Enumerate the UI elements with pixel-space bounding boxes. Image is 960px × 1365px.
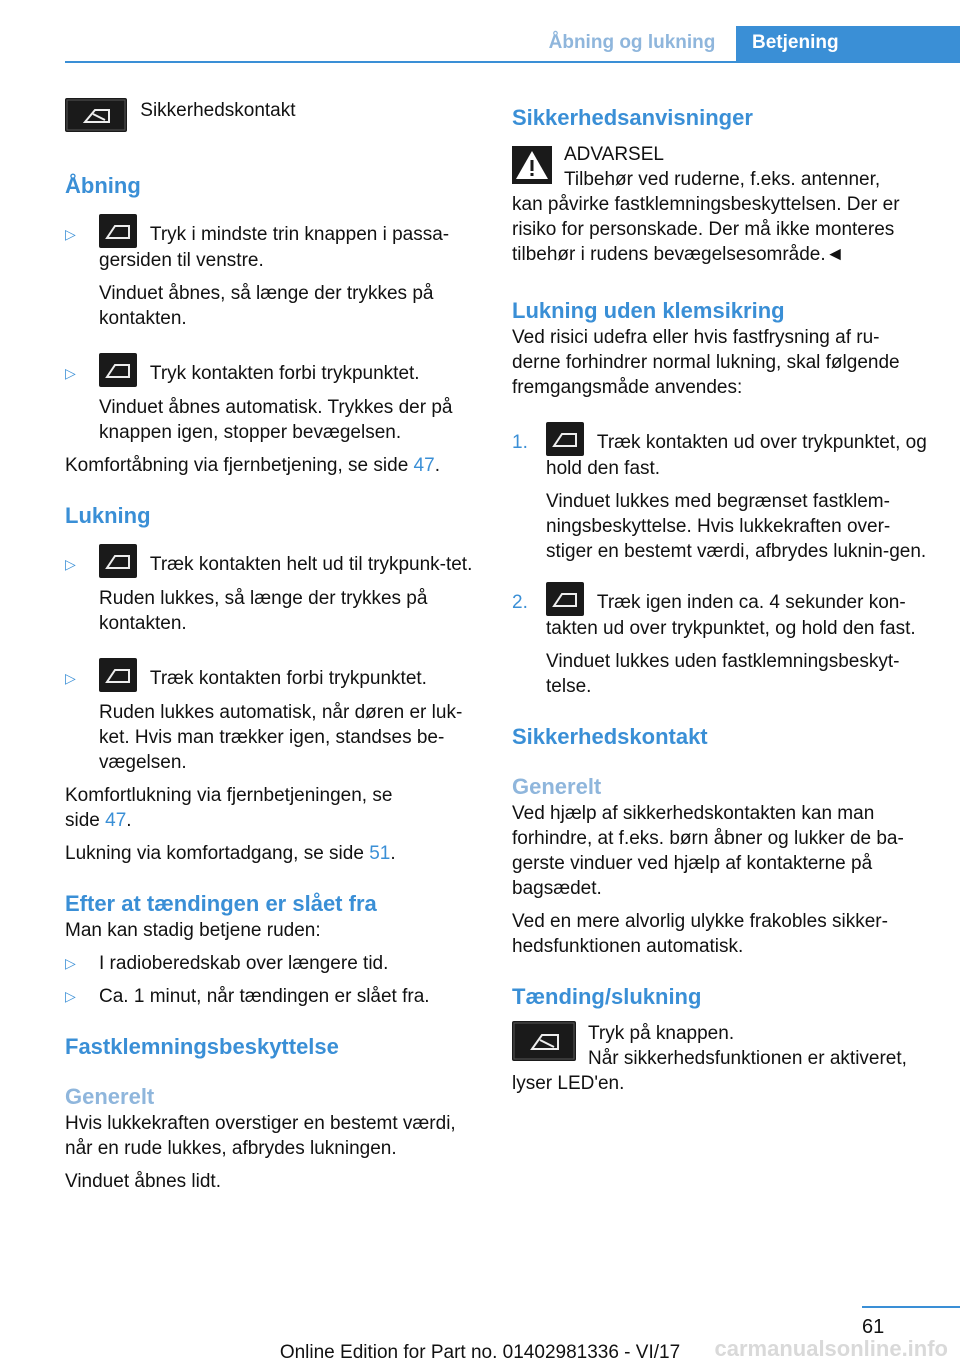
right-column bbox=[512, 104, 927, 1096]
heading-opening: Åbning bbox=[65, 173, 141, 198]
closing-step-1 bbox=[65, 544, 480, 636]
edition-note: Online Edition for Part no. 01402981336 - VI/17 bbox=[279, 1342, 681, 1363]
page-link-51[interactable]: 51 bbox=[369, 843, 391, 864]
subheading-general: Generelt bbox=[65, 1084, 155, 1109]
safety-switch-text-2: Ved en mere alvorlig ulykke frakobles sikker-hedsfunktionen automatisk. bbox=[512, 911, 888, 957]
ignition-line-3: lyser LED'en. bbox=[512, 1073, 625, 1094]
opening-step-1 bbox=[65, 214, 480, 331]
warning-box bbox=[512, 142, 927, 267]
closing-step-2 bbox=[65, 658, 480, 775]
no-pinch-step-1-result: Vinduet lukkes med begrænset fastklem-ningsbeskyttelse. Hvis lukkekraften over-stiger en bestemt værdi, afbrydes luknin-gen. bbox=[546, 491, 927, 562]
window-switch-icon bbox=[546, 582, 584, 616]
opening-step-2 bbox=[65, 353, 480, 445]
window-lock-switch-icon bbox=[512, 1021, 576, 1061]
comfort-closing-line-1: Komfortlukning via fjernbetjeningen, se bbox=[65, 785, 393, 806]
closing-step-2-result: Ruden lukkes automatisk, når døren er luk-ket. Hvis man trækker igen, standses be-vægelsen. bbox=[99, 702, 463, 773]
heading-closing: Lukning bbox=[65, 503, 151, 528]
window-switch-icon bbox=[99, 544, 137, 578]
opening-step-1-result: Vinduet åbnes, så længe der trykkes på kontakten. bbox=[99, 283, 434, 329]
heading-after-ignition: Efter at tændingen er slået fra bbox=[65, 891, 377, 916]
bullet-arrow-icon: ▷ bbox=[65, 365, 76, 381]
no-pinch-step-2 bbox=[512, 582, 927, 699]
footer-rule bbox=[862, 1306, 960, 1308]
step-number: 1. bbox=[512, 432, 528, 453]
safety-switch-legend bbox=[65, 98, 480, 150]
heading-safety-notes: Sikkerhedsanvisninger bbox=[512, 105, 753, 130]
comfort-closing-line-2: side 47. bbox=[65, 810, 132, 831]
no-pinch-step-2-text: Træk igen inden ca. 4 sekunder kon-takten ud over trykpunktet, og hold den fast. bbox=[546, 592, 916, 639]
safety-switch-text-1: Ved hjælp af sikkerhedskontakten kan man forhindre, at f.eks. børn åbner og lukker de ba-gerste vinduer ved hjælp af kontakterne på bagsædet. bbox=[512, 803, 904, 899]
page-link-47[interactable]: 47 bbox=[413, 455, 435, 476]
bullet-arrow-icon: ▷ bbox=[65, 955, 76, 971]
step-number: 2. bbox=[512, 592, 528, 613]
heading-ignition: Tænding/slukning bbox=[512, 984, 702, 1009]
bullet-arrow-icon: ▷ bbox=[65, 226, 76, 242]
window-switch-icon bbox=[99, 658, 137, 692]
warning-line-1: Tilbehør ved ruderne, f.eks. antenner, bbox=[564, 169, 881, 190]
header-section-title: Åbning og lukning bbox=[548, 32, 716, 53]
subheading-general: Generelt bbox=[512, 774, 602, 799]
page-link-47[interactable]: 47 bbox=[105, 810, 127, 831]
warning-triangle-icon bbox=[512, 146, 552, 191]
heading-pinch-protection: Fastklemningsbeskyttelse bbox=[65, 1034, 339, 1059]
heading-no-pinch-closing: Lukning uden klemsikring bbox=[512, 298, 785, 323]
ignition-line-1: Tryk på knappen. bbox=[588, 1023, 735, 1044]
closing-step-1-result: Ruden lukkes, så længe der trykkes på kontakten. bbox=[99, 588, 428, 634]
opening-step-1-text: Tryk i mindste trin knappen i passa-gersiden til venstre. bbox=[99, 224, 450, 271]
left-column bbox=[65, 98, 480, 1194]
warning-label: ADVARSEL bbox=[564, 144, 664, 165]
comfort-access-text: Lukning via komfortadgang, se side 51. bbox=[65, 843, 396, 864]
ignition-line-2: Når sikkerhedsfunktionen er aktiveret, bbox=[588, 1048, 907, 1069]
after-ignition-item-1: ▷ I radioberedskab over længere tid. bbox=[65, 953, 389, 974]
no-pinch-step-1 bbox=[512, 422, 927, 564]
safety-switch-label: Sikkerhedskontakt bbox=[140, 100, 296, 121]
comfort-opening-text: Komfortåbning via fjernbetjening, se side 47. bbox=[65, 455, 440, 476]
warning-text: kan påvirke fastklemningsbeskyttelsen. Der er risiko for personskade. Der må ikke monteres tilbehør i rudens bevægelsesområde.◄ bbox=[512, 194, 900, 265]
opening-step-2-text: Tryk kontakten forbi trykpunktet. bbox=[145, 363, 420, 384]
header-chapter-tab: Betjening bbox=[736, 26, 960, 62]
pinch-text-1: Hvis lukkekraften overstiger en bestemt værdi, når en rude lukkes, afbrydes lukningen. bbox=[65, 1113, 456, 1159]
opening-step-2-result: Vinduet åbnes automatisk. Trykkes der på knappen igen, stopper bevægelsen. bbox=[99, 397, 453, 443]
after-ignition-intro: Man kan stadig betjene ruden: bbox=[65, 920, 321, 941]
window-lock-switch-icon bbox=[65, 98, 127, 132]
no-pinch-step-1-text: Træk kontakten ud over trykpunktet, og hold den fast. bbox=[546, 432, 927, 479]
page-number: 61 bbox=[862, 1316, 885, 1338]
window-switch-icon bbox=[99, 214, 137, 248]
header-rule bbox=[65, 61, 960, 63]
bullet-arrow-icon: ▷ bbox=[65, 988, 76, 1004]
closing-step-2-text: Træk kontakten forbi trykpunktet. bbox=[145, 668, 427, 689]
heading-safety-switch: Sikkerhedskontakt bbox=[512, 724, 708, 749]
pinch-text-2: Vinduet åbnes lidt. bbox=[65, 1171, 221, 1192]
no-pinch-step-2-result: Vinduet lukkes uden fastklemningsbeskyt-telse. bbox=[546, 651, 900, 697]
window-switch-icon bbox=[546, 422, 584, 456]
after-ignition-item-2: ▷ Ca. 1 minut, når tændingen er slået fra. bbox=[65, 986, 430, 1007]
no-pinch-intro: Ved risici udefra eller hvis fastfrysning af ru-derne forhindrer normal lukning, skal følgende fremgangsmåde anvendes: bbox=[512, 327, 900, 398]
ignition-block bbox=[512, 1021, 927, 1096]
bullet-arrow-icon: ▷ bbox=[65, 670, 76, 686]
bullet-arrow-icon: ▷ bbox=[65, 556, 76, 572]
closing-step-1-text: Træk kontakten helt ud til trykpunk-tet. bbox=[145, 554, 473, 575]
watermark: carmanualsonline.info bbox=[714, 1336, 948, 1361]
window-switch-icon bbox=[99, 353, 137, 387]
